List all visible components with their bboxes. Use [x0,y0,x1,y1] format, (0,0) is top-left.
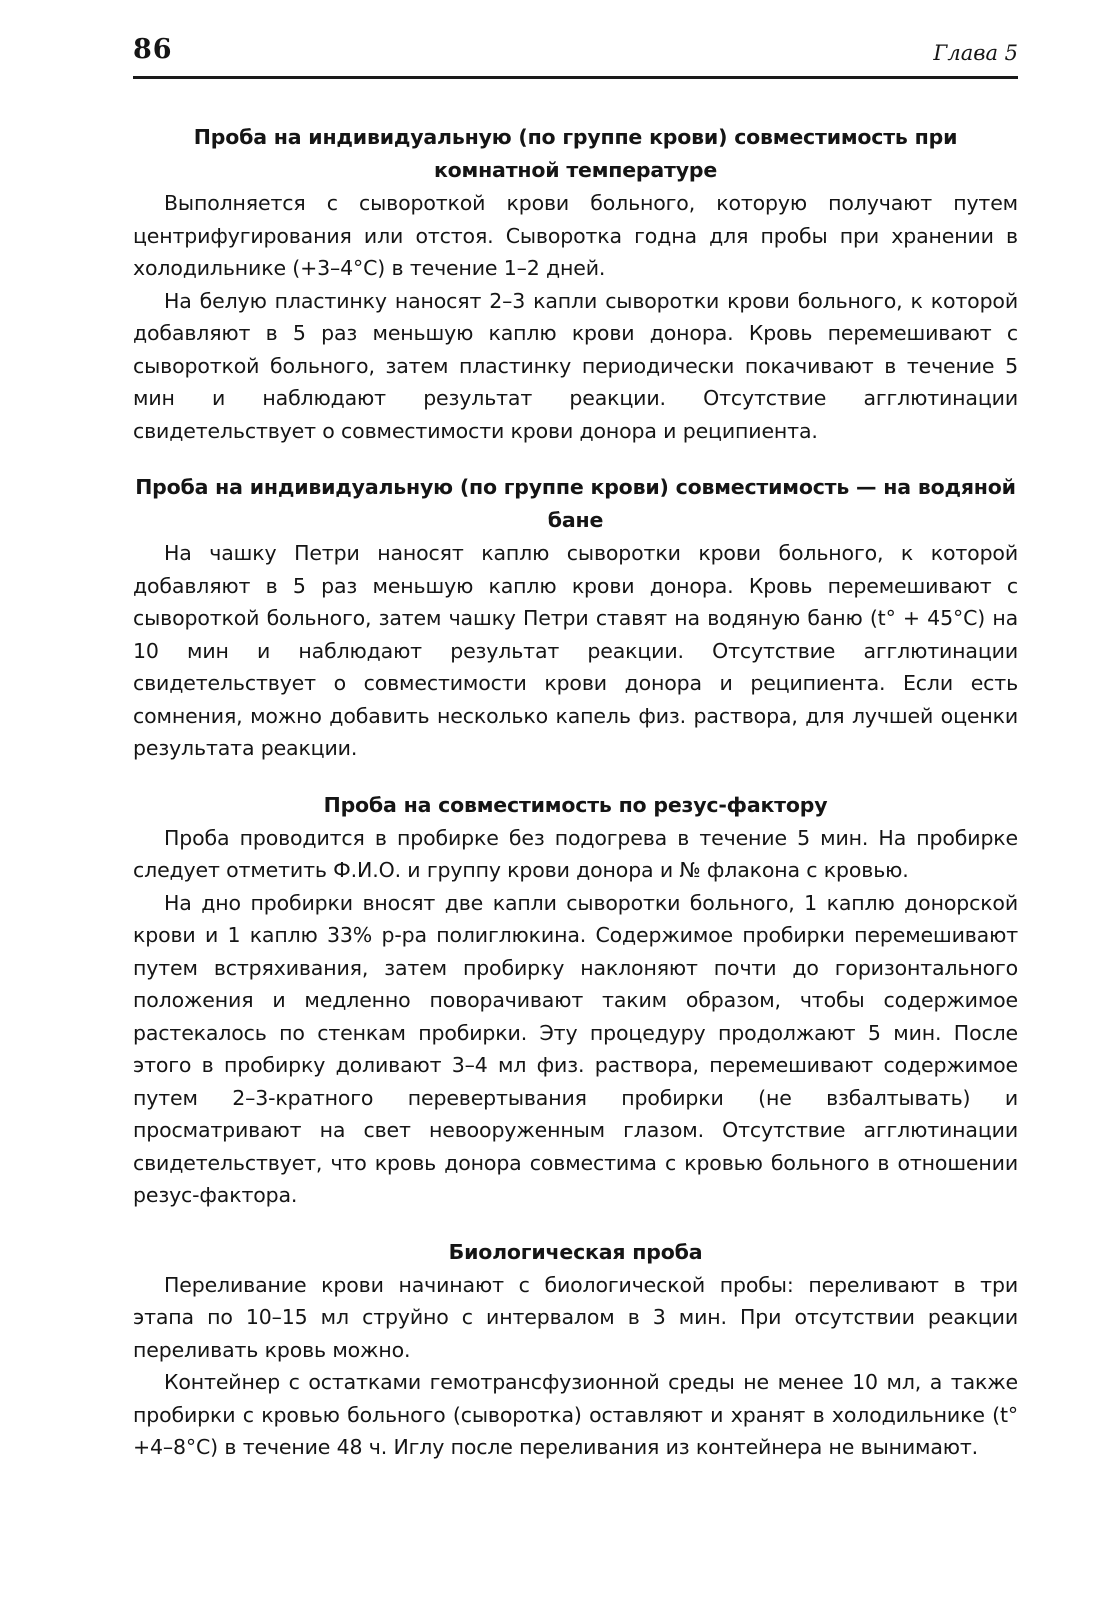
page-number: 86 [133,34,173,65]
book-page [133,30,1018,1488]
paragraph: На белую пластинку наносят 2–3 капли сыворотки крови больного, к которой добавляют в 5 раз меньшую каплю крови донора. Кровь перемешивают с сывороткой больного, затем пластинку периодически покачивают в течение 5 мин и наблюдают результат реакции. Отсутствие агглютинации свидетельствует о совместимости крови донора и реципиента. [133,288,1018,443]
section-heading: Проба на индивидуальную (по группе крови) совместимость — на водяной бане [135,475,1016,532]
section-rh-factor-test [133,789,1018,1212]
section-water-bath-test [133,471,1018,765]
paragraph: На чашку Петри наносят каплю сыворотки крови больного, к которой добавляют в 5 раз меньшую каплю крови донора. Кровь перемешивают с сывороткой больного, затем чашку Петри ставят на водяную баню (t° + 45°С) на 10 мин и наблюдают результат реакции. Отсутствие агглютинации свидетельствует о совместимости крови донора и реципиента. Если есть сомнения, можно добавить несколько капель физ. раствора, для лучшей оценки результата реакции. [133,541,1018,760]
running-header [133,30,1018,79]
paragraph: Выполняется с сывороткой крови больного, которую получают путем центрифугирования или отстоя. Сыворотка годна для пробы при хранении в холодильнике (+3–4°С) в течение 1–2 дней. [133,191,1018,280]
section-biological-test [133,1236,1018,1464]
paragraph: Переливание крови начинают с биологической пробы: переливают в три этапа по 10–15 мл струйно с интервалом в 3 мин. При отсутствии реакции переливать кровь можно. [133,1272,1018,1362]
section-heading: Проба на совместимость по резус-фактору [323,792,828,817]
paragraph: Проба проводится в пробирке без подогрева в течение 5 мин. На пробирке следует отметить Ф.И.О. и группу крови донора и № флакона с кровью. [133,825,1018,882]
section-heading: Проба на индивидуальную (по группе крови) совместимость при комнатной температуре [193,125,958,182]
section-room-temperature-test [133,121,1018,447]
chapter-title: Глава 5 [933,41,1018,65]
paragraph: Контейнер с остатками гемотрансфузионной среды не менее 10 мл, а также пробирки с кровью больного (сыворотка) оставляют и хранят в холодильнике (t° +4–8°С) в течение 48 ч. Иглу после переливания из контейнера не вынимают. [133,1370,1018,1459]
paragraph: На дно пробирки вносят две капли сыворотки больного, 1 каплю донорской крови и 1 каплю 33% р-ра полиглюкина. Содержимое пробирки перемешивают путем встряхивания, затем пробирку наклоняют почти до горизонтального положения и медленно поворачивают таким образом, чтобы содержимое растекалось по стенкам пробирки. Эту процедуру продолжают 5 мин. После этого в пробирку доливают 3–4 мл физ. раствора, перемешивают содержимое путем 2–3-кратного перевертывания пробирки (не взбалтывать) и просматривают на свет невооруженным глазом. Отсутствие агглютинации свидетельствует, что кровь донора совместима с кровью больного в отношении резус-фактора. [133,890,1018,1207]
page-content [133,121,1018,1464]
section-heading: Биологическая проба [448,1239,703,1264]
